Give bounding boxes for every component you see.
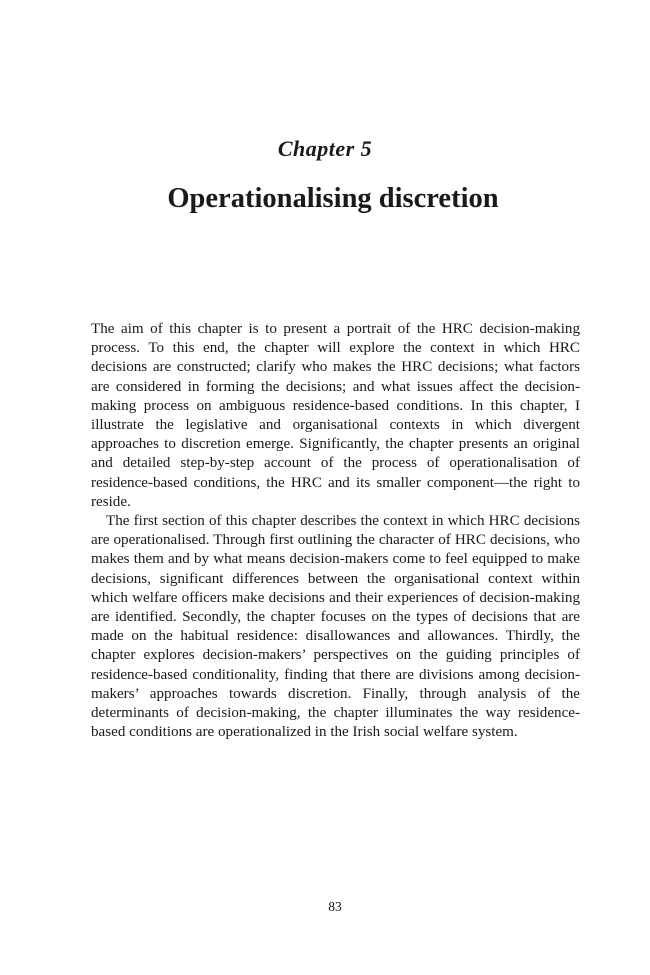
chapter-body	[91, 320, 580, 742]
page-number: 83	[328, 899, 342, 914]
chapter-label: Chapter 5	[277, 136, 373, 161]
body-paragraph-2: The first section of this chapter describes the context in which HRC decisions are operationalised. Through first outlining the character of HRC decisions, who makes them and by what means decision-makers come to feel equipped to make decisions, significant differences between the organisational context within which welfare officers make decisions and their experiences of decision-making are identified. Secondly, the chapter focuses on the types of decisions that are made on the habitual residence: disallowances and allowances. Thirdly, the chapter explores decision-makers’ perspectives on the guiding principles of residence-based conditionality, finding that there are divisions among decision-makers’ approaches towards discretion. Finally, through analysis of the determinants of decision-making, the chapter illuminates the way residence-based conditions are operationalized in the Irish social welfare system.	[91, 513, 580, 741]
chapter-title: Operationalising discretion	[167, 183, 499, 214]
body-paragraph-1: The aim of this chapter is to present a portrait of the HRC decision-making process. To this end, the chapter will explore the context in which HRC decisions are constructed; clarify who makes the HRC decisions; what factors are considered in forming the decisions; and what issues affect the decision-making process on ambiguous residence-based conditions. In this chapter, I illustrate the legislative and organisational contexts in which divergent approaches to discretion emerge. Significantly, the chapter presents an original and detailed step-by-step account of the process of operationalisation of residence-based conditions, the HRC and its smaller component—the right to reside.	[91, 321, 580, 510]
